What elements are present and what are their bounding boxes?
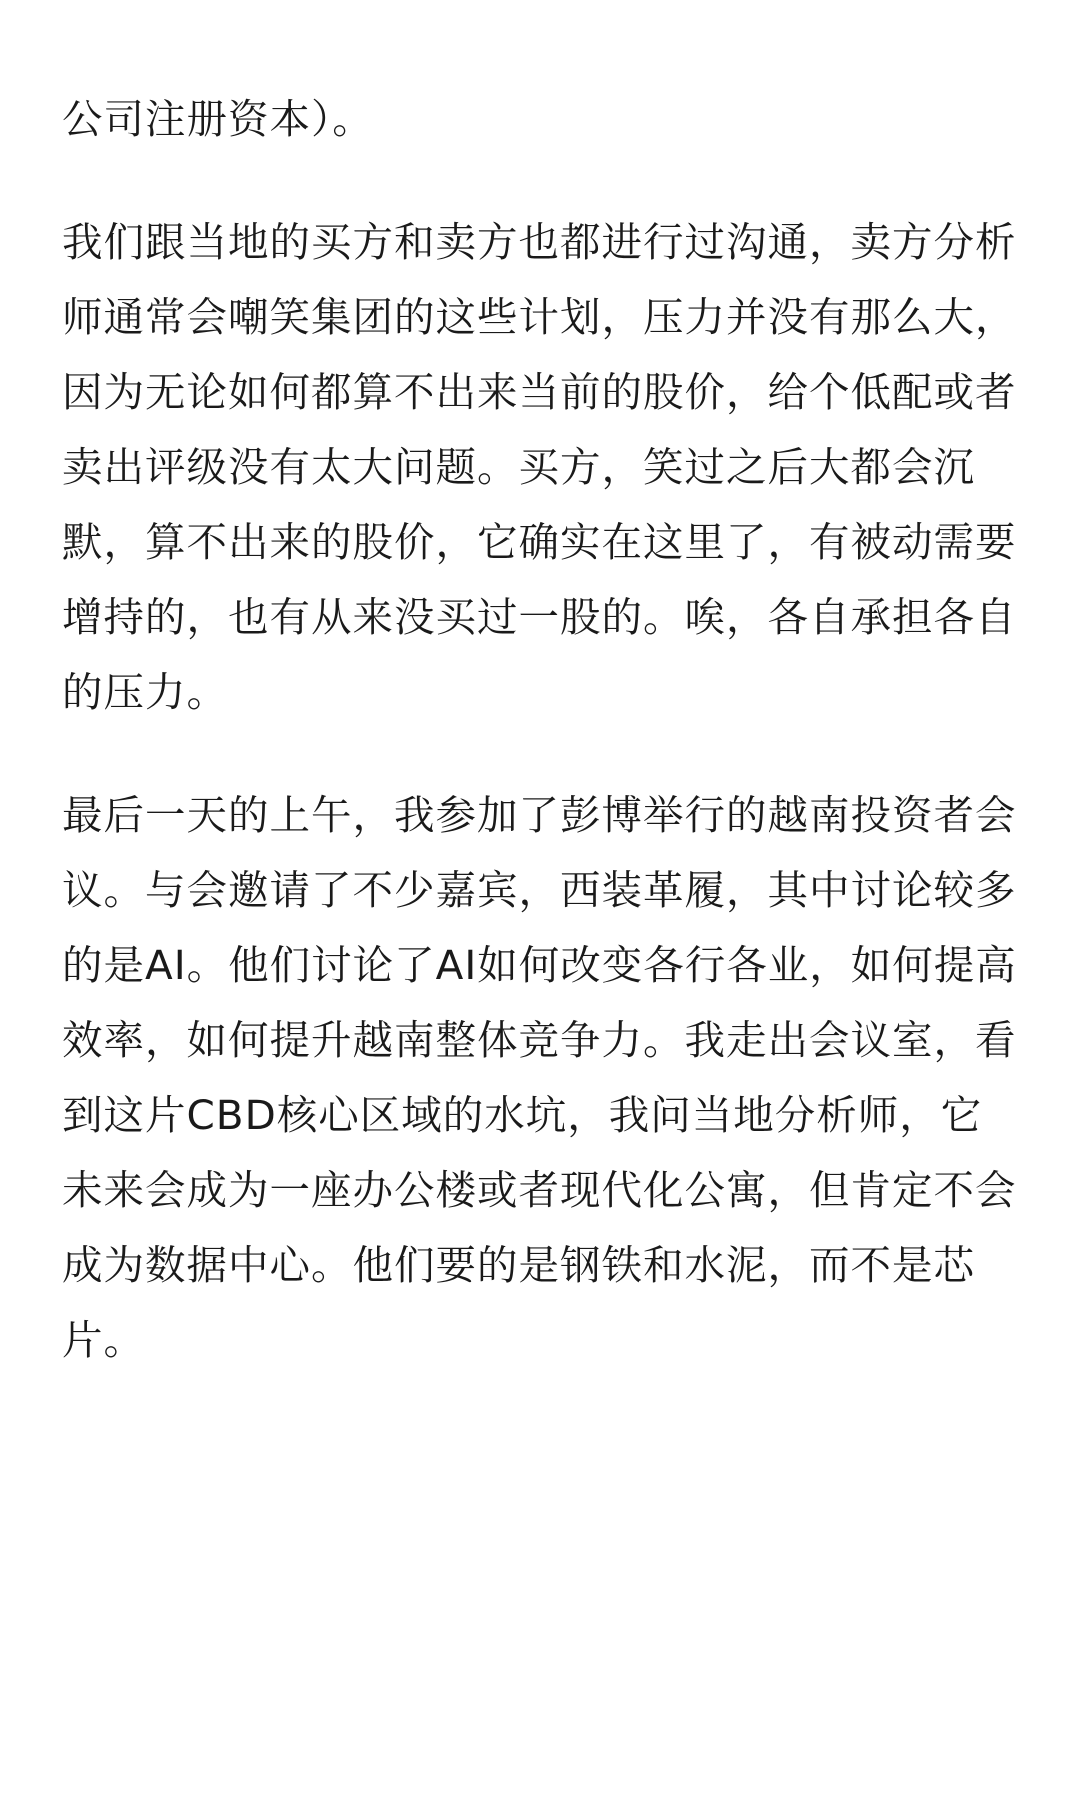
- article-body: [62, 82, 1022, 1378]
- paragraph-registered-capital: 公司注册资本）。: [62, 95, 374, 143]
- paragraph-bloomberg-conference: 最后一天的上午，我参加了彭博举行的越南投资者会议。与会邀请了不少嘉宾，西装革履，其中讨论较多的是AI。他们讨论了AI如何改变各行各业，如何提高效率，如何提升越南整体竞争力。我走出会议室，看到这片CBD核心区域的水坑，我问当地分析师，它未来会成为一座办公楼或者现代化公寓，但肯定不会成为数据中心。他们要的是钢铁和水泥，而不是芯片。: [62, 791, 1017, 1364]
- paragraph-buyers-sellers: 我们跟当地的买方和卖方也都进行过沟通，卖方分析师通常会嘲笑集团的这些计划，压力并没有那么大，因为无论如何都算不出来当前的股价，给个低配或者卖出评级没有太大问题。买方，笑过之后大都会沉默，算不出来的股价，它确实在这里了，有被动需要增持的，也有从来没买过一股的。唉，各自承担各自的压力。: [62, 218, 1017, 716]
